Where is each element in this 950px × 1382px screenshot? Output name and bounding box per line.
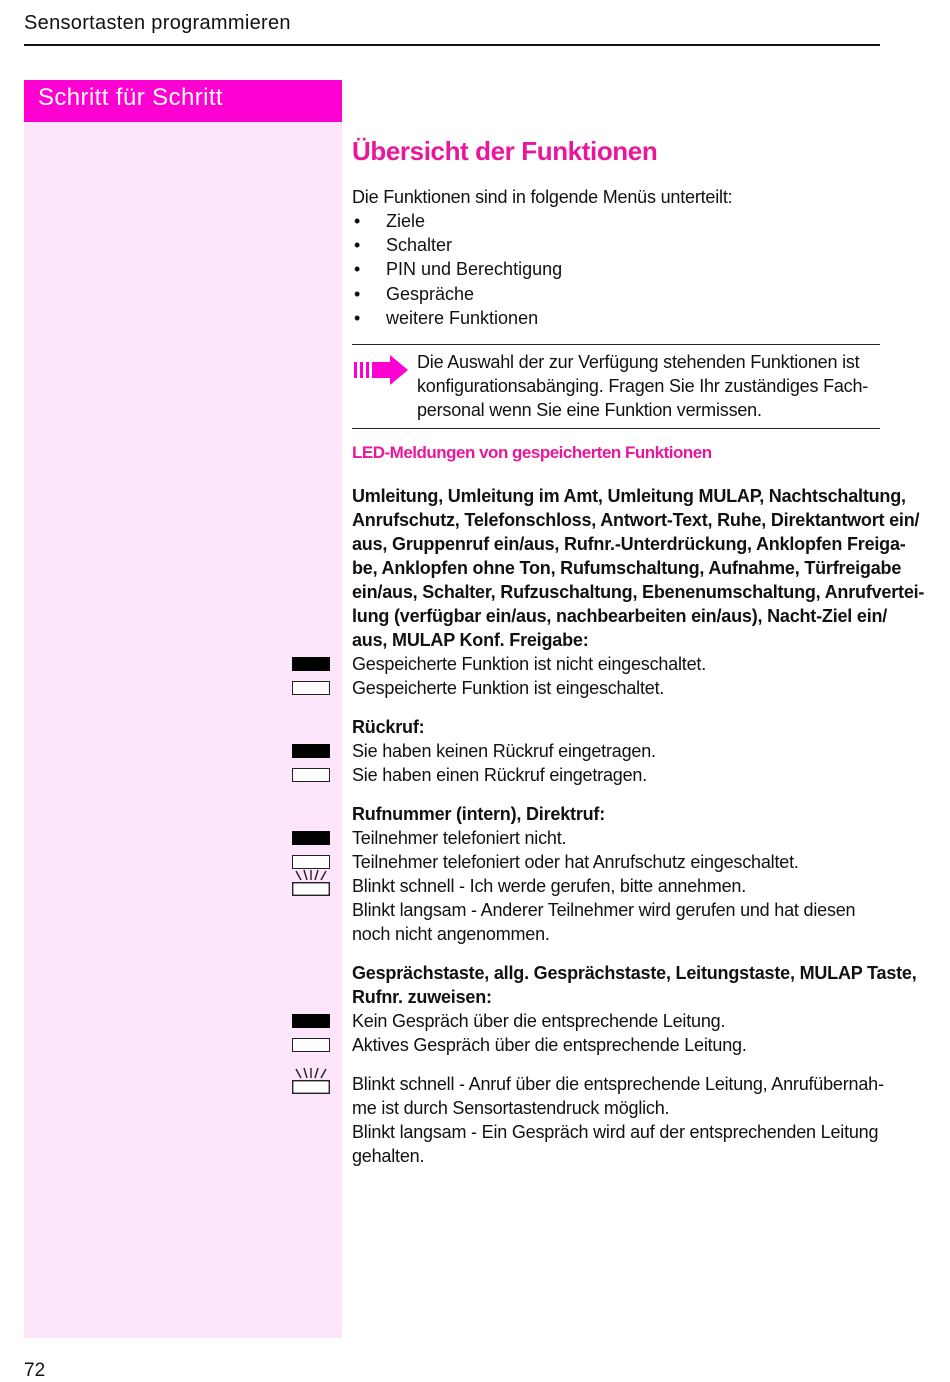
led-description: Blinkt schnell - Anruf über die entsprechende Leitung, Anrufübernah- <box>352 1074 884 1094</box>
sidebar-title: Schritt für Schritt <box>38 84 223 111</box>
led-description: gehalten. <box>352 1146 425 1166</box>
group-title-line: aus, MULAP Konf. Freigabe: <box>352 630 589 650</box>
note-line: personal wenn Sie eine Funktion vermissen. <box>417 400 762 420</box>
group-title: Rufnummer (intern), Direktruf: <box>352 804 606 824</box>
led-description: Blinkt schnell - Ich werde gerufen, bitte annehmen. <box>352 876 747 896</box>
sidebar-panel <box>24 80 342 1338</box>
menu-list <box>352 209 562 330</box>
list-item: • PIN und Berechtigung <box>354 259 563 280</box>
group-title: Rückruf: <box>352 717 425 737</box>
led-description: Teilnehmer telefoniert oder hat Anrufschutz eingeschaltet. <box>352 852 799 872</box>
intro-text: Die Funktionen sind in folgende Menüs unterteilt: <box>352 187 733 207</box>
led-description: Sie haben einen Rückruf eingetragen. <box>352 765 648 785</box>
led-on-icon <box>292 681 330 695</box>
led-blink-icon <box>292 1067 330 1095</box>
note-arrow-icon <box>352 353 410 387</box>
led-off-icon <box>292 657 330 671</box>
group-title-line: Gesprächstaste, allg. Gesprächstaste, Leitungstaste, MULAP Taste, <box>352 963 917 983</box>
group-title-line: Anrufschutz, Telefonschloss, Antwort-Text, Ruhe, Direktantwort ein/ <box>352 510 920 530</box>
page-number: 72 <box>24 1360 46 1381</box>
page-title: Übersicht der Funktionen <box>352 136 658 166</box>
group-title-line: aus, Gruppenruf ein/aus, Rufnr.-Unterdrückung, Anklopfen Freiga- <box>352 534 906 554</box>
running-header: Sensortasten programmieren <box>24 12 291 34</box>
led-on-icon <box>292 1038 330 1052</box>
group-title-line: be, Anklopfen ohne Ton, Rufumschaltung, Aufnahme, Türfreigabe <box>352 558 902 578</box>
group-title-line: Rufnr. zuweisen: <box>352 987 492 1007</box>
led-description: Gespeicherte Funktion ist eingeschaltet. <box>352 678 665 698</box>
led-off-icon <box>292 1014 330 1028</box>
list-item: • weitere Funktionen <box>354 307 539 328</box>
led-on-icon <box>292 768 330 782</box>
led-on-icon <box>292 855 330 869</box>
group-title-line: Umleitung, Umleitung im Amt, Umleitung MULAP, Nachtschaltung, <box>352 486 906 506</box>
led-off-icon <box>292 831 330 845</box>
list-item: • Ziele <box>354 211 426 231</box>
led-description: noch nicht angenommen. <box>352 924 550 944</box>
led-off-icon <box>292 744 330 758</box>
group-title-line: lung (verfügbar ein/aus, nachbearbeiten ein/aus), Nacht-Ziel ein/ <box>352 606 888 626</box>
led-description: Sie haben keinen Rückruf eingetragen. <box>352 741 656 761</box>
led-blink-icon <box>292 869 330 897</box>
list-item: • Gespräche <box>354 283 475 304</box>
group-title-line: ein/aus, Schalter, Rufzuschaltung, Ebenenumschaltung, Anrufvertei- <box>352 582 925 602</box>
led-description: Blinkt langsam - Anderer Teilnehmer wird gerufen und hat diesen <box>352 900 856 920</box>
led-description: Blinkt langsam - Ein Gespräch wird auf der entsprechenden Leitung <box>352 1122 879 1142</box>
led-description: Aktives Gespräch über die entsprechende Leitung. <box>352 1035 747 1055</box>
section-heading: LED-Meldungen von gespeicherten Funktionen <box>352 443 712 462</box>
led-description: Gespeicherte Funktion ist nicht eingeschaltet. <box>352 654 706 674</box>
note-bottom-rule <box>352 428 880 429</box>
note-line: konfigurationsabänging. Fragen Sie Ihr zuständiges Fach- <box>417 376 869 396</box>
list-item: • Schalter <box>354 235 453 256</box>
led-description: Kein Gespräch über die entsprechende Leitung. <box>352 1011 726 1031</box>
header-divider <box>24 44 880 46</box>
note-line: Die Auswahl der zur Verfügung stehenden Funktionen ist <box>417 352 860 372</box>
led-description: me ist durch Sensortastendruck möglich. <box>352 1098 670 1118</box>
note-top-rule <box>352 344 880 345</box>
led-description: Teilnehmer telefoniert nicht. <box>352 828 567 848</box>
